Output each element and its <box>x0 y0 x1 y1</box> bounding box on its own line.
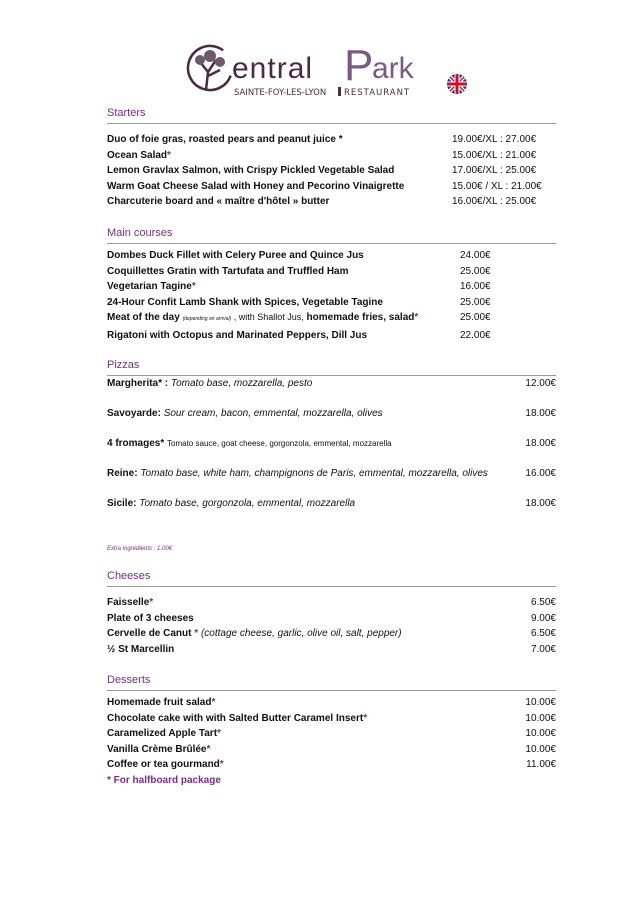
item-name: Meat of the day <box>107 312 180 324</box>
halfboard-star: * <box>191 628 199 640</box>
item-name: Sicile: <box>107 498 137 509</box>
section-title: Main courses <box>107 227 173 239</box>
item-name: Dombes Duck Fillet with Celery Puree and Quince Jus <box>107 250 364 261</box>
item-label <box>107 295 460 311</box>
item-price: 18.00€ <box>525 498 556 509</box>
item-label <box>107 466 510 481</box>
item-description: Tomato base, gorgonzola, emmental, mozzarella <box>139 498 356 509</box>
item-description: Tomato sauce, goat cheese, gorgonzola, emmental, mozzarella <box>167 439 392 448</box>
item-name: 24-Hour Confit Lamb Shank with Spices, Vegetable Tagine <box>107 296 383 308</box>
halfboard-star: * <box>149 597 154 608</box>
item-price: 10.00€ <box>525 728 556 740</box>
item-label <box>107 642 510 658</box>
item-description: Tomato base, white ham, champignons de Paris, emmental, mozzarella, olives <box>140 468 488 479</box>
item-price: 24.00€ <box>460 250 491 261</box>
menu-item <box>107 132 556 148</box>
item-name: Coquillettes Gratin with Tartufata and Truffled Ham <box>107 265 349 277</box>
menu-item <box>107 436 556 466</box>
item-name: Vanilla Crème Brûlée <box>107 743 207 755</box>
item-price: 10.00€ <box>525 712 556 724</box>
central-park-logo <box>186 40 436 100</box>
item-description: (cottage cheese, garlic, olive oil, salt, pepper) <box>200 628 402 640</box>
menu-item <box>107 148 556 164</box>
item-price: 22.00€ <box>460 329 491 341</box>
menu-item <box>107 757 556 773</box>
item-label <box>107 611 510 627</box>
item-name: Charcuterie board and « maître d'hôtel » butter <box>107 196 330 208</box>
item-name: Coffee or tea gourmand <box>107 759 220 771</box>
halfboard-star: * <box>211 697 216 708</box>
item-label <box>107 695 510 711</box>
uk-flag-icon[interactable] <box>447 74 467 94</box>
item-label <box>107 279 460 295</box>
item-name: Plate of 3 cheeses <box>107 612 194 624</box>
item-name: Margherita* : <box>107 378 169 389</box>
section-title: Pizzas <box>107 359 140 371</box>
item-label <box>107 310 460 328</box>
item-price: 11.00€ <box>526 759 556 771</box>
section-title: Cheeses <box>107 570 151 582</box>
item-name: Faisselle <box>107 597 150 608</box>
section-title: Desserts <box>107 674 151 686</box>
item-name: Savoyarde: <box>107 408 161 419</box>
item-price: 16.00€ <box>460 281 491 293</box>
item-detail: homemade fries, salad <box>303 312 415 324</box>
halfboard-star: * <box>191 281 196 293</box>
pizzas-section <box>107 358 556 526</box>
item-price: 10.00€ <box>525 697 556 708</box>
divider <box>107 586 556 587</box>
item-label <box>107 163 452 179</box>
desserts-section <box>107 673 556 789</box>
halfboard-star: * <box>363 712 368 724</box>
section-title: Starters <box>107 107 146 119</box>
menu-item <box>107 466 556 496</box>
item-price: 25.00€ <box>460 312 491 324</box>
divider <box>107 123 556 124</box>
item-name: Caramelized Apple Tart <box>107 728 218 740</box>
item-label <box>107 148 452 164</box>
starters-section <box>107 106 556 210</box>
menu-item <box>107 328 556 344</box>
item-name: Lemon Gravlax Salmon, with Crispy Pickled Vegetable Salad <box>107 165 395 177</box>
item-description: Sour cream, bacon, emmental, mozzarella, olives <box>163 408 383 419</box>
item-label <box>107 496 510 511</box>
item-label <box>107 726 510 742</box>
item-price: 17.00€/XL : 25.00€ <box>452 165 537 177</box>
item-description: Tomato base, mozzarella, pesto <box>170 378 313 389</box>
menu-item <box>107 726 556 742</box>
item-name: Cervelle de Canut <box>107 628 192 640</box>
item-detail: , with Shallot Jus, <box>231 312 304 323</box>
svg-text:SAINTE-FOY-LES-LYON: SAINTE-FOY-LES-LYON <box>234 88 327 98</box>
item-label <box>107 248 460 264</box>
menu-item <box>107 248 556 264</box>
menu-item <box>107 295 556 311</box>
item-name: Warm Goat Cheese Salad with Honey and Pecorino Vinaigrette <box>107 180 405 192</box>
menu-item <box>107 595 556 611</box>
menu-item <box>107 695 556 711</box>
divider <box>107 243 556 244</box>
item-price: 18.00€ <box>525 438 556 449</box>
item-price: 25.00€ <box>460 296 491 308</box>
svg-text:P: P <box>344 41 374 90</box>
cheeses-section <box>107 569 556 657</box>
menu-item <box>107 264 556 280</box>
item-price: 16.00€/XL : 25.00€ <box>452 196 537 208</box>
menu-item <box>107 742 556 758</box>
item-price: 15.00€/XL : 21.00€ <box>452 149 537 161</box>
item-price: 12.00€ <box>525 378 556 389</box>
item-price: 10.00€ <box>525 743 556 755</box>
item-price: 18.00€ <box>525 408 556 419</box>
item-name: ½ St Marcellin <box>107 643 175 655</box>
menu-item <box>107 179 556 195</box>
halfboard-star: * <box>217 728 221 740</box>
main-courses-section <box>107 226 556 344</box>
menu-item <box>107 376 556 406</box>
menu-item <box>107 496 556 526</box>
item-label <box>107 194 452 210</box>
item-price: 15.00€ / XL : 21.00€ <box>452 180 542 192</box>
extra-ingredients-note: Extra ingrédients : 1.00€ <box>107 546 173 552</box>
menu-item <box>107 626 556 642</box>
item-price: 19.00€/XL : 27.00€ <box>452 134 537 145</box>
item-label <box>107 757 510 773</box>
halfboard-star: * <box>167 149 171 161</box>
item-label <box>107 595 510 611</box>
item-label <box>107 742 510 758</box>
item-label <box>107 406 510 421</box>
divider <box>107 690 556 691</box>
halfboard-star: * <box>206 743 211 755</box>
item-label <box>107 264 460 280</box>
menu-item <box>107 163 556 179</box>
item-label <box>107 626 510 642</box>
item-name: Homemade fruit salad <box>107 697 212 708</box>
halfboard-star: * <box>414 312 419 324</box>
svg-text:ark: ark <box>372 52 414 85</box>
item-note: (depending on arrival) <box>182 316 232 323</box>
item-name: Rigatoni with Octopus and Marinated Peppers, Dill Jus <box>107 329 368 341</box>
menu-item <box>107 711 556 727</box>
item-label <box>107 436 510 451</box>
item-label <box>107 179 452 195</box>
item-price: 25.00€ <box>460 265 491 277</box>
menu-item <box>107 406 556 436</box>
item-name: Vegetarian Tagine <box>107 281 192 293</box>
halfboard-star: * <box>219 759 224 771</box>
item-name: Chocolate cake with with Salted Butter Caramel Insert <box>107 712 364 724</box>
menu-item <box>107 611 556 627</box>
item-price: 6.50€ <box>530 597 556 608</box>
menu-item <box>107 279 556 295</box>
svg-text:entral: entral <box>232 52 314 85</box>
svg-text:RESTAURANT: RESTAURANT <box>344 88 411 98</box>
item-label <box>107 328 460 344</box>
menu-item <box>107 194 556 210</box>
item-name: Duo of foie gras, roasted pears and peanut juice * <box>107 134 343 145</box>
menu-item <box>107 642 556 658</box>
item-price: 7.00€ <box>530 643 556 655</box>
item-price: 6.50€ <box>530 628 556 640</box>
item-label <box>107 711 510 727</box>
item-label <box>107 376 510 391</box>
item-price: 9.00€ <box>530 612 556 624</box>
item-price: 16.00€ <box>525 468 556 479</box>
item-label <box>107 132 452 148</box>
menu-item <box>107 310 556 328</box>
halfboard-footnote: * For halfboard package <box>107 774 221 786</box>
item-name: Reine: <box>107 468 138 479</box>
item-name: Ocean Salad <box>107 149 168 161</box>
item-name: 4 fromages* <box>107 438 165 449</box>
